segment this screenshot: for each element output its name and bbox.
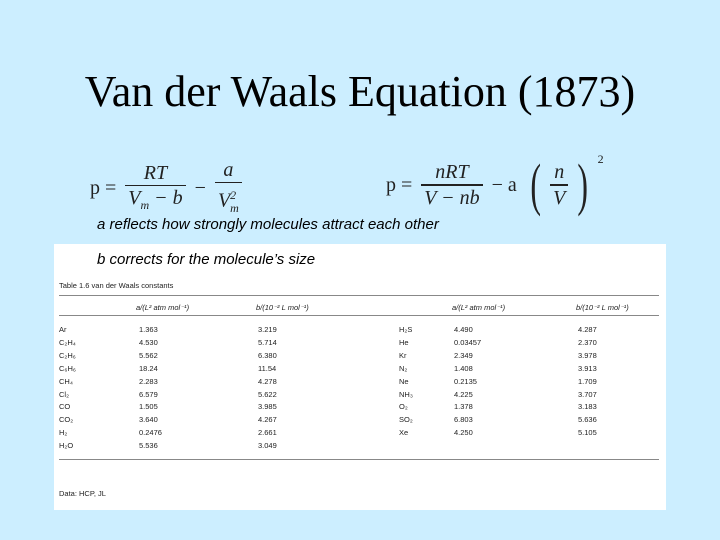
eq2-den2: V xyxy=(553,186,566,209)
eq2-fraction-2 xyxy=(550,160,568,209)
right-cell-b: 5.636 xyxy=(578,415,597,425)
right-cell-b: 3.978 xyxy=(578,350,597,360)
table-rule-top xyxy=(59,295,659,296)
slide-title: Van der Waals Equation (1873) xyxy=(84,67,636,116)
left-cell-b: 5.622 xyxy=(258,389,277,399)
right-cell-b: 5.105 xyxy=(578,428,597,438)
header-a-left: a/(L² atm mol⁻¹) xyxy=(136,303,190,312)
left-cell-gas: Cl₂ xyxy=(59,389,69,399)
table-rule-header xyxy=(59,315,659,316)
left-cell-gas: C₂H₄ xyxy=(59,337,76,347)
eq2-den1: V − nb xyxy=(424,186,480,209)
eq2-fraction-1 xyxy=(421,160,482,209)
left-cell-a: 18.24 xyxy=(139,363,158,373)
eq1-fraction-2 xyxy=(215,158,242,220)
left-cell-b: 5.714 xyxy=(258,337,277,347)
right-cell-a: 1.378 xyxy=(454,402,473,412)
header-b-right: b/(10⁻² L mol⁻¹) xyxy=(576,303,629,312)
table-source: Data: HCP, JL xyxy=(59,489,106,498)
left-cell-b: 3.049 xyxy=(258,441,277,451)
van-der-waals-table xyxy=(54,244,666,510)
eq2-num1: nRT xyxy=(435,161,469,184)
right-paren: ) xyxy=(577,152,589,217)
right-cell-gas: Xe xyxy=(399,428,409,438)
left-cell-gas: Ar xyxy=(59,325,67,334)
eq1-num1: RT xyxy=(143,161,168,184)
left-cell-gas: CO xyxy=(59,402,71,412)
note-a: a reflects how strongly molecules attract each other xyxy=(97,216,439,233)
left-cell-b: 11.54 xyxy=(258,363,277,373)
right-cell-a: 2.349 xyxy=(454,350,473,360)
right-cell-b: 3.707 xyxy=(578,389,597,399)
eq1-den2: $V^2_m$ xyxy=(217,188,239,215)
eq1-num2: a xyxy=(223,159,234,181)
left-cell-gas: H₂ xyxy=(59,428,68,438)
equation-molar-form xyxy=(86,158,242,220)
right-cell-a: 6.803 xyxy=(454,415,473,425)
right-cell-b: 1.709 xyxy=(578,376,597,386)
left-paren: ( xyxy=(530,152,541,217)
eq1-lhs: p = xyxy=(90,177,117,200)
eq2-exponent: 2 xyxy=(597,152,604,166)
right-cell-gas: Kr xyxy=(399,350,407,360)
left-cell-b: 2.661 xyxy=(258,428,277,438)
right-cell-gas: H₂S xyxy=(399,325,413,334)
eq2-num2: n xyxy=(554,161,565,184)
equation-moles-form xyxy=(382,152,604,217)
left-cell-gas: CO₂ xyxy=(59,415,74,425)
right-cell-gas: NH₃ xyxy=(399,389,413,399)
left-cell-b: 6.380 xyxy=(258,350,277,360)
right-cell-b: 4.287 xyxy=(578,325,597,334)
right-cell-a: 4.250 xyxy=(454,428,473,438)
right-cell-a: 1.408 xyxy=(454,363,473,373)
left-cell-a: 2.283 xyxy=(139,376,158,386)
right-cell-gas: He xyxy=(399,337,409,347)
header-a-right: a/(L² atm mol⁻¹) xyxy=(452,303,506,312)
right-cell-b: 3.913 xyxy=(578,363,597,373)
left-cell-a: 0.2476 xyxy=(139,428,162,438)
right-cell-b: 3.183 xyxy=(578,402,597,412)
right-cell-a: 4.490 xyxy=(454,325,473,334)
right-cell-gas: N₂ xyxy=(399,363,408,373)
header-b-left: b/(10⁻² L mol⁻¹) xyxy=(256,303,309,312)
left-cell-gas: H₂O xyxy=(59,441,74,451)
right-cell-a: 4.225 xyxy=(454,389,473,399)
left-cell-b: 4.278 xyxy=(258,376,277,386)
left-cell-gas: CH₄ xyxy=(59,376,73,386)
left-cell-b: 3.219 xyxy=(258,325,277,334)
eq1-den1: $V_m - b$ xyxy=(128,187,183,213)
right-cell-gas: SO₂ xyxy=(399,415,413,425)
eq2-minus-a: − a xyxy=(491,173,517,196)
left-cell-b: 3.985 xyxy=(258,402,277,412)
left-cell-a: 5.536 xyxy=(139,441,158,451)
left-cell-a: 6.579 xyxy=(139,389,158,399)
right-cell-gas: O₂ xyxy=(399,402,408,412)
right-cell-a: 0.2135 xyxy=(454,376,477,386)
left-cell-gas: C₂H₆ xyxy=(59,350,76,360)
right-cell-b: 2.370 xyxy=(578,337,597,347)
left-cell-a: 3.640 xyxy=(139,415,158,425)
left-cell-a: 1.505 xyxy=(139,402,158,412)
left-cell-a: 4.530 xyxy=(139,337,158,347)
left-cell-a: 1.363 xyxy=(139,325,158,334)
left-cell-gas: C₆H₆ xyxy=(59,363,76,373)
right-cell-a: 0.03457 xyxy=(454,337,482,347)
eq1-fraction-1 xyxy=(125,161,185,217)
left-cell-b: 4.267 xyxy=(258,415,277,425)
table-caption: Table 1.6 van der Waals constants xyxy=(59,281,174,290)
eq2-lhs: p = xyxy=(386,173,413,196)
left-cell-a: 5.562 xyxy=(139,350,158,360)
right-cell-gas: Ne xyxy=(399,376,409,386)
table-rule-bottom xyxy=(59,459,659,460)
eq1-minus: − xyxy=(194,177,206,200)
note-b: b corrects for the molecule’s size xyxy=(97,251,316,268)
